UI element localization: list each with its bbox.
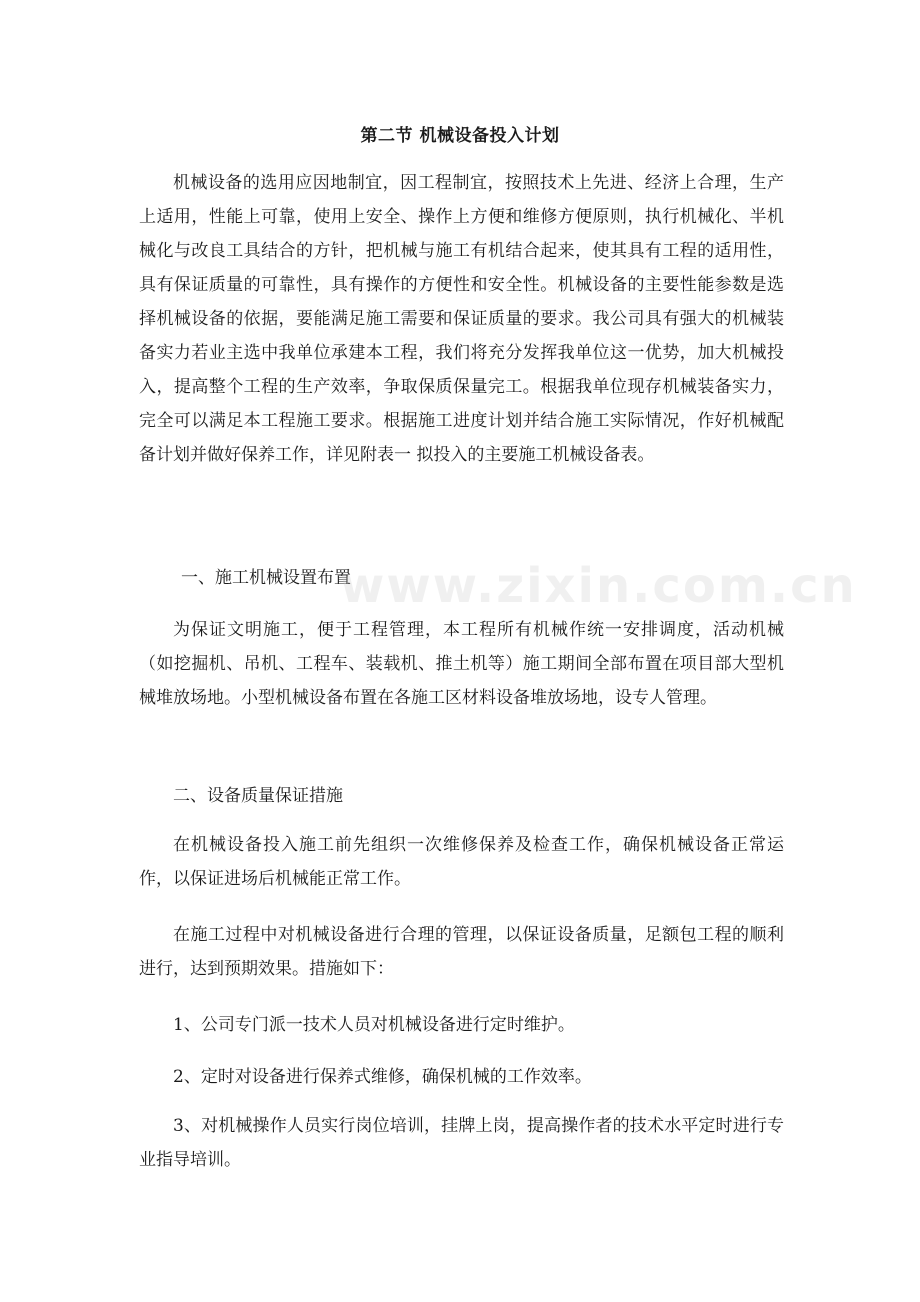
watermark: www.zixin.com.cn — [340, 558, 857, 614]
measure-item-1: 1、公司专门派一技术人员对机械设备进行定时维护。 — [173, 1015, 575, 1035]
section-2-paragraph-2: 在施工过程中对机械设备进行合理的管理，以保证设备质量，足额包工程的顺利进行，达到预期效果。措施如下： — [139, 925, 784, 979]
section-1-heading: 一、施工机械设置布置 — [181, 568, 351, 588]
intro-paragraph: 机械设备的选用应因地制宜，因工程制宜，按照技术上先进、经济上合理，生产上适用，性能上可靠，使用上安全、操作上方便和维修方便原则，执行机械化、半机械化与改良工具结合的方针，把机械与施工有机结合起来，使其具有工程的适用性，具有保证质量的可靠性，具有操作的方便性和安全性。机械设备的主要性能参数是选择机械设备的依据，要能满足施工需要和保证质量的要求。我公司具有强大的机械装备实力若业主选中我单位承建本工程，我们将充分发挥我单位这一优势，加大机械投入，提高整个工程的生产效率，争取保质保量完工。根据我单位现存机械装备实力，完全可以满足本工程施工要求。根据施工进度计划并结合施工实际情况，作好机械配备计划并做好保养工作，详见附表一 拟投入的主要施工机械设备表。 — [139, 173, 784, 465]
measure-item-3: 3、对机械操作人员实行岗位培训，挂牌上岗，提高操作者的技术水平定时进行专业指导培训。 — [139, 1116, 784, 1170]
section-1-paragraph: 为保证文明施工，便于工程管理，本工程所有机械作统一安排调度，活动机械（如挖掘机、吊机、工程车、装载机、推土机等）施工期间全部布置在项目部大型机械堆放场地。小型机械设备布置在各施工区材料设备堆放场地，设专人管理。 — [139, 620, 784, 708]
page-title: 第二节 机械设备投入计划 — [360, 126, 560, 146]
section-2-paragraph-1: 在机械设备投入施工前先组织一次维修保养及检查工作，确保机械设备正常运作，以保证进场后机械能正常工作。 — [139, 835, 784, 889]
measure-item-2: 2、定时对设备进行保养式维修，确保机械的工作效率。 — [173, 1067, 592, 1087]
section-2-heading: 二、设备质量保证措施 — [173, 786, 343, 806]
